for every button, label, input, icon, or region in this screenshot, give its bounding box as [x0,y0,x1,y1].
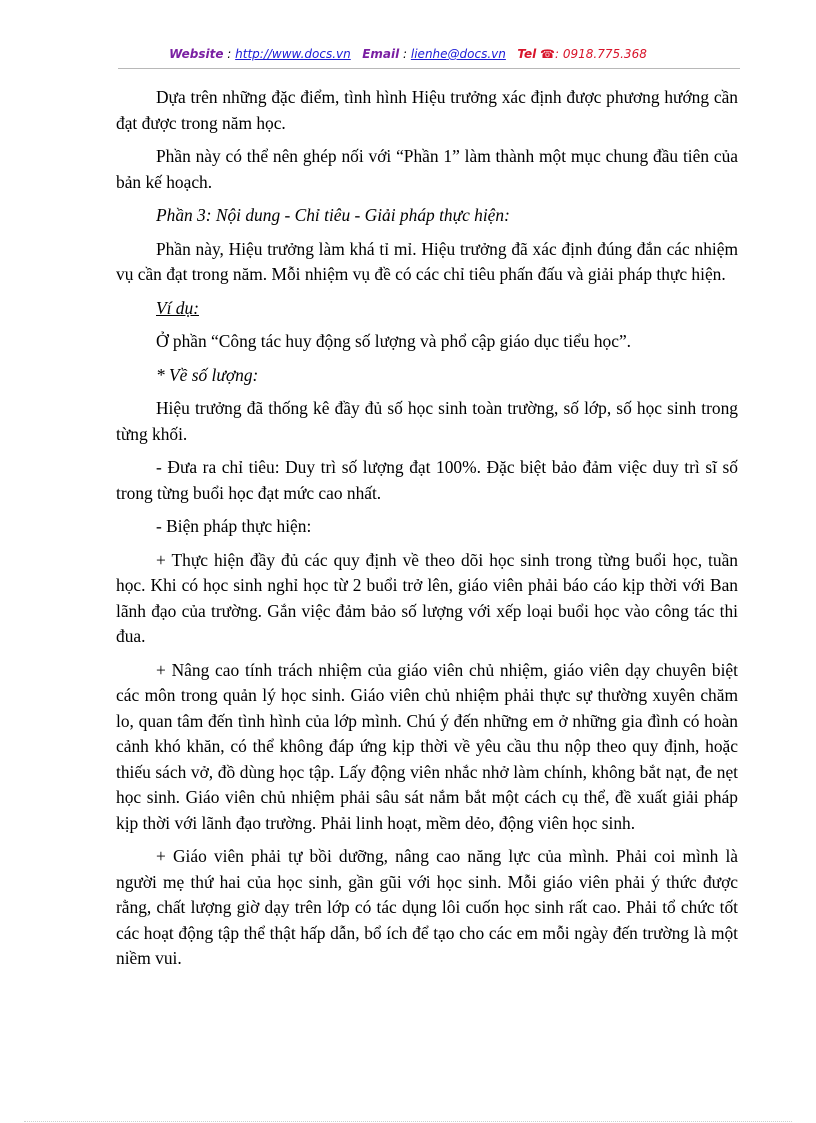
section-heading: Phần 3: Nội dung - Chỉ tiêu - Giải pháp thực hiện: [156,205,510,225]
list-item: + Nâng cao tính trách nhiệm của giáo viên chủ nhiệm, giáo viên dạy chuyên biệt các môn trong quản lý học sinh. Giáo viên chủ nhiệm phải thực sự thường xuyên chăm lo, quan tâm đến tình hình của lớp mình. Chú ý đến những em ở những gia đình có hoàn cảnh khó khăn, có thể không đáp ứng kịp thời về yêu cầu thu nộp theo quy định, hoặc thiếu sách vở, đồ dùng học tập. Lấy động viên nhắc nhở làm chính, không bắt nạt, đe nẹt học sinh. Giáo viên chủ nhiệm phải sâu sát nắm bắt một cách cụ thể, đề xuất giải pháp kịp thời với lãnh đạo trường. Phải linh hoạt, mềm dẻo, động viên học sinh. [116,659,738,833]
email-link[interactable]: lienhe@docs.vn [410,47,506,61]
paragraph: Phần này, Hiệu trưởng làm khá tỉ mỉ. Hiệu trưởng đã xác định đúng đắn các nhiệm vụ cần đạt trong năm. Mỗi nhiệm vụ đề có các chỉ tiêu phấn đấu và giải pháp thực hiện. [116,238,738,284]
list-item: - Biện pháp thực hiện: [156,516,312,536]
paragraph: Phần này có thể nên ghép nối với “Phần 1” làm thành một mục chung đầu tiên của bản kế hoạch. [116,146,738,192]
page-header [0,47,816,61]
email-separator: : [399,47,411,61]
phone-number: : 0918.775.368 [555,47,647,61]
website-link[interactable]: http://www.docs.vn [235,47,351,61]
header-divider [118,68,740,69]
website-label: Website [169,47,224,61]
example-label [116,296,738,322]
example-label-text: Ví dụ: [156,297,199,318]
website-separator: : [223,47,236,61]
footer-divider [24,1121,792,1122]
phone-icon: ☎ [540,47,555,61]
email-label: Email [362,47,400,61]
list-item: - Đưa ra chỉ tiêu: Duy trì số lượng đạt 100%. Đặc biệt bảo đảm việc duy trì sĩ số trong từng buổi học đạt mức cao nhất. [116,457,738,503]
list-item: + Giáo viên phải tự bồi dưỡng, nâng cao năng lực của mình. Phải coi mình là người mẹ thứ hai của học sinh, gần gũi với học sinh. Mỗi giáo viên phải ý thức được rằng, chất lượng giờ dạy trên lớp có tác dụng lôi cuốn học sinh rất cao. Phải tổ chức tốt các hoạt động tập thể thật hấp dẫn, bổ ích để tạo cho các em mỗi ngày đến trường là một niềm vui. [116,846,738,968]
list-item: + Thực hiện đầy đủ các quy định về theo dõi học sinh trong từng buổi học, tuần học. Khi có học sinh nghỉ học từ 2 buổi trở lên, giáo viên phải báo cáo kịp thời với Ban lãnh đạo của trường. Gắn việc đảm bảo số lượng với xếp loại buổi học vào công tác thi đua. [116,549,738,646]
tel-label: Tel [517,47,537,61]
document-body [116,85,738,980]
paragraph: Dựa trên những đặc điểm, tình hình Hiệu trưởng xác định được phương hướng cần đạt được trong năm học. [116,87,738,133]
paragraph: Hiệu trưởng đã thống kê đầy đủ số học sinh toàn trường, số lớp, số học sinh trong từng khối. [116,398,738,444]
paragraph: Ở phần “Công tác huy động số lượng và phổ cập giáo dục tiểu học”. [156,331,632,351]
subheading: * Về số lượng: [156,364,259,385]
